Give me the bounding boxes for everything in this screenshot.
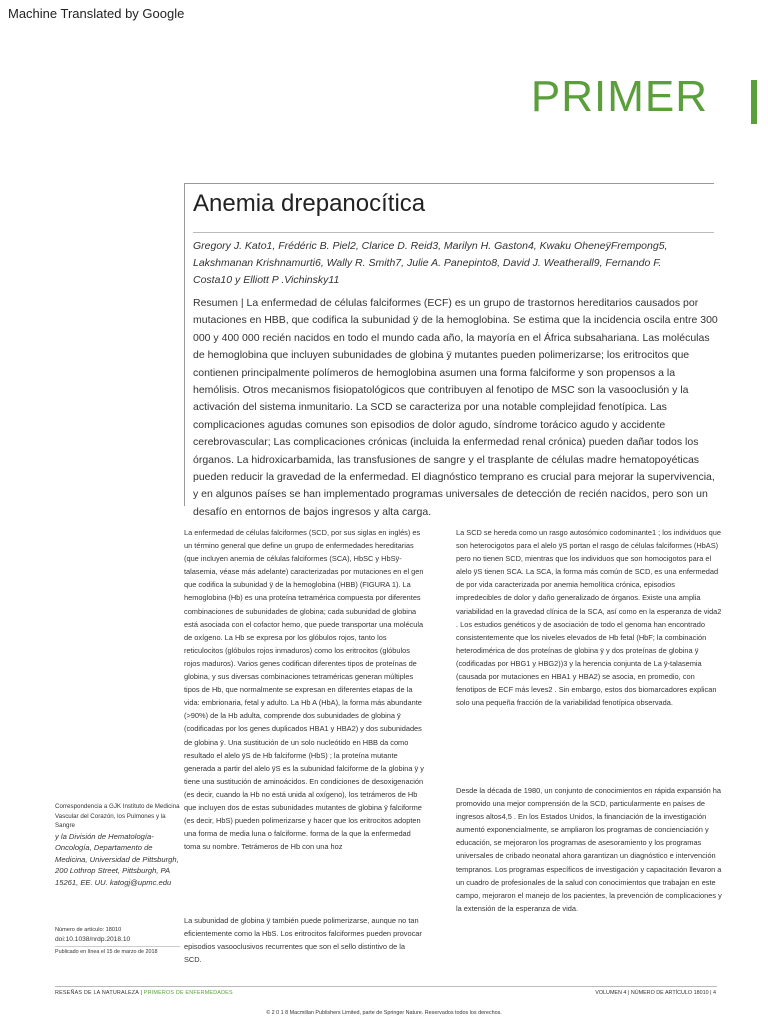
correspondence-note [55, 802, 180, 888]
left-column [184, 526, 424, 853]
section-label: PRIMER [530, 72, 708, 121]
abstract: Resumen | La enfermedad de células falciformes (ECF) es un grupo de trastornos hereditarios causados por mutaciones en HBB, que codifica la subunidad ÿ de la hemoglobina. Se estima que la incidencia oscila entre 300 000 y 400 000 recién nacidos en todo el mundo cada año, la mayoría en el África subsahariana. Las moléculas de hemoglobina que incluyen subunidades de globina ÿ mutantes pueden polimerizarse; los eritrocitos que contienen principalmente polímeros de hemoglobina asumen una forma falciforme y son propensos a la hemólisis. Otros mecanismos fisiopatológicos que contribuyen al fenotipo de MSC son la vasooclusión y la activación del sistema inmunitario. La SCD se caracteriza por una notable complejidad fenotípica. Las complicaciones agudas comunes son episodios de dolor agudo, síndrome torácico agudo y accidente cerebrovascular; Las complicaciones crónicas (incluida la enfermedad renal crónica) pueden dañar todos los órganos. La hidroxicarbamida, las transfusiones de sangre y el trasplante de células madre hematopoyéticas pueden reducir la gravedad de la enfermedad. El diagnóstico temprano es crucial para mejorar la supervivencia, y en algunos países se han implementado programas universales de detección de recién nacidos, pero son un desafío en entornos de bajos ingresos y alta carga. [193, 297, 718, 518]
right-column-bottom [456, 784, 722, 915]
correspondence-address: y la División de Hematología-Oncología, Departamento de Medicina, Universidad de Pittsburgh, 200 Lothrop Street, Pittsburgh, PA 15261, EE. UU. katogj@upmc.edu [55, 831, 179, 887]
publication-divider [55, 946, 180, 947]
translation-label: Machine Translated by Google [8, 6, 185, 21]
footer-journal [55, 990, 233, 996]
publication-date: Publicado en línea el 15 de marzo de 2018 [55, 949, 158, 955]
title-frame-top [184, 183, 714, 184]
left-column-bottom [184, 914, 424, 966]
left-col-paragraph-2: La subunidad de globina ÿ también puede polimerizarse, aunque no tan eficientemente como la HbS. Los eritrocitos falciformes pueden provocar episodios vasooclusivos recurrentes que son el sello distintivo de la SCD. [184, 916, 422, 965]
copyright-notice: © 2 0 1 8 Macmillan Publishers Limited, parte de Springer Nature. Reservados todos los derechos. [266, 1010, 502, 1016]
correspondence-header: Correspondencia a GJK Instituto de Medicina Vascular del Corazón, los Pulmones y la Sangre [55, 803, 180, 829]
accent-bar [751, 80, 757, 124]
right-col-paragraph-2: Desde la década de 1980, un conjunto de conocimientos en rápida expansión ha promovido una mejor comprensión de la SCD, particularmente en países de ingresos altos4,5 . En los Estados Unidos, la financiación de la investigación aumentó exponencialmente, se ampliaron los programas de concienciación y educación, se mejoraron los programas de asesoramiento y los programas universales de cribado neonatal ahora garantizan un diagnóstico e intervención tempranos. Los programas específicos de investigación y capacitación llevaron a un cuadro de profesionales de la salud con conocimientos que trabajan en este campo, mejoraron el manejo de los pacientes, la prevención de complicaciones y la extensión de la esperanza de vida. [456, 786, 722, 913]
left-col-paragraph-1: La enfermedad de células falciformes (SCD, por sus siglas en inglés) es un término general que define un grupo de enfermedades hereditarias (que incluyen anemia de células falciformes (SCA), HbSC y HbSÿ-talasemia, véase más adelante) caracterizadas por mutaciones en el gen que codifica la subunidad ÿ de la hemoglobina (HBB) (FIGURA 1). La hemoglobina (Hb) es una proteína tetramérica compuesta por diferentes combinaciones de subunidades de globina; cada subunidad de globina está asociada con el cofactor hemo, que puede transportar una molécula de oxígeno. La Hb se expresa por los glóbulos rojos, tanto los reticulocitos (glóbulos rojos inmaduros) como los eritrocitos (glóbulos rojos maduros). Varios genes codifican diferentes tipos de proteínas de globina, y sus diversas combinaciones tetraméricas generan múltiples tipos de Hb, que normalmente se expresan en diferentes etapas de la vida: embrionaria, fetal y adulto. La Hb A (HbA), la forma más abundante (>90%) de la Hb adulta, comprende dos subunidades de globina ÿ (codificadas por los genes duplicados HBA1 y HBA2) y dos subunidades de globina ÿ. Una sustitución de un solo nucleótido en HBB da como resultado el alelo ÿS de Hb falciforme (HbS) ; la proteína mutante generada a partir del alelo ÿS es la subunidad falciforme de la globina ÿ y tiene una sustitución de aminoácidos. En condiciones de desoxigenación (es decir, cuando la Hb no está unida al oxígeno), los tetrámeros de Hb que incluyen dos de estas subunidades mutantes de globina ÿ falciforme (es decir, HbS) pueden polimerizarse y hacer que los eritrocitos adopten una forma de media luna o falciforme. forma de la que la enfermedad toma su nombre. Tetrámeros de Hb con una hoz [184, 528, 424, 852]
article-info [55, 926, 180, 944]
right-col-paragraph-1: La SCD se hereda como un rasgo autosómico codominante1 ; los individuos que son heterocigotos para el alelo ÿS portan el rasgo de células falciformes (HbAS) pero no tienen SCD, mientras que los individuos que son homocigotos para el alelo ÿS tienen SCA. La SCA, la forma más común de SCD, es una enfermedad de por vida caracterizada por anemia hemolítica crónica, episodios impredecibles de dolor y daño generalizado de órganos. Existe una amplia variabilidad en la gravedad clínica de la SCA, así como en la esperanza de vida2 . Los estudios genéticos y de asociación de todo el genoma han encontrado consistentemente que los niveles elevados de Hb fetal (HbF; la combinación heterodimérica de dos proteínas de globina ÿ y dos proteínas de globina ÿ (codificadas por HBG1 y HBG2))3 y la herencia conjunta de La ÿ-talasemia (causada por mutaciones en HBA1 y HBA2) se asocia, en promedio, con fenotipos de ECF más leves2 . Sin embargo, estos dos biomarcadores explican solo una pequeña fracción de la variabilidad fenotípica observada. [456, 528, 722, 708]
footer-journal-name: RESEÑAS DE LA NATURALEZA | [55, 990, 144, 996]
author-list: Gregory J. Kato1, Frédéric B. Piel2, Clarice D. Reid3, Marilyn H. Gaston4, Kwaku OheneÿFrempong5, Lakshmanan Krishnamurti6, Wally R. Smith7, Julie A. Panepinto8, David J. Weatherall9, Fernando F. Costa10 y Elliott P .Vichinsky11 [193, 240, 668, 286]
title-frame-left [184, 183, 185, 506]
footer-divider [55, 986, 717, 987]
article-title: Anemia drepanocítica [193, 190, 426, 217]
footer-series-name: PRIMEROS DE ENFERMEDADES [143, 990, 233, 996]
right-column [456, 526, 722, 709]
article-number: Número de artículo: 18010 [55, 927, 122, 933]
footer-volume: VOLUMEN 4 | NÚMERO DE ARTÍCULO 18010 | 4 [595, 990, 716, 996]
title-divider [193, 232, 714, 233]
doi-link[interactable]: doi:10.1038/nrdp.2018.10 [55, 936, 131, 943]
